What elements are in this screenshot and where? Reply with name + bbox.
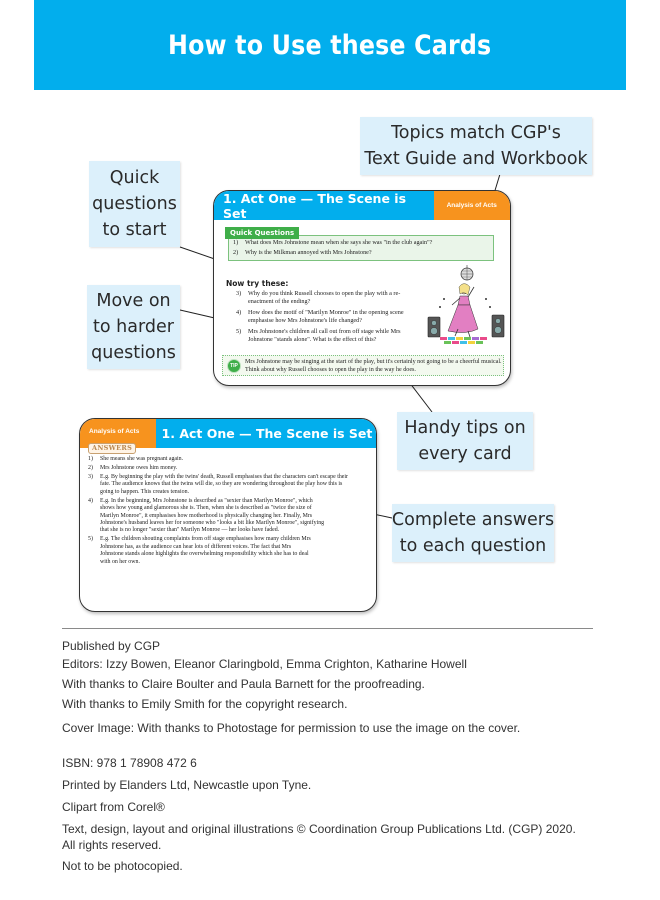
divider — [62, 628, 593, 629]
answer-item: 2) Mrs Johnstone owes him money. — [88, 465, 178, 471]
callout-harder-line-3: questions — [91, 343, 176, 363]
page-title: How to Use these Cards — [168, 29, 492, 61]
header-banner — [34, 0, 626, 90]
harder-question: 5) Mrs Johnstone's children all call out from off stage while Mrs Johnstone "stands alone". What is the effect of this? — [236, 327, 401, 344]
answers-list — [88, 456, 356, 568]
singer-illustration — [422, 265, 508, 353]
printed-by: Printed by Elanders Ltd, Newcastle upon Tyne. — [62, 778, 312, 792]
callout-tips-line-2: every card — [418, 444, 512, 464]
speaker-left-icon — [428, 317, 440, 337]
harder-questions-label: Now try these: — [226, 279, 289, 288]
isbn: ISBN: 978 1 78908 472 6 — [62, 756, 197, 770]
answers-badge: ANSWERS — [88, 443, 136, 454]
callout-tips — [397, 412, 533, 470]
harder-questions-list — [236, 290, 422, 344]
callout-answers-line-2: to each question — [399, 536, 547, 556]
front-card — [213, 190, 511, 386]
callout-answers-line-1: Complete answers — [391, 510, 555, 530]
callout-harder-line-2: to harder — [93, 317, 174, 337]
copyright-research-thanks: With thanks to Emily Smith for the copyright research. — [62, 697, 348, 711]
callout-tips-line-1: Handy tips on — [404, 418, 526, 438]
quick-questions-label: Quick Questions — [225, 227, 299, 239]
callout-quick-line-1: Quick — [109, 168, 160, 188]
quick-question: 1) What does Mrs Johnstone mean when she says she was "in the club again"? — [233, 239, 433, 246]
proofreading-thanks: With thanks to Claire Boulter and Paula Barnett for the proofreading. — [62, 677, 425, 691]
callout-quick-line-2: questions — [92, 194, 177, 214]
callout-harder-line-1: Move on — [96, 291, 171, 311]
clipart-credit: Clipart from Corel® — [62, 800, 165, 814]
back-card — [79, 418, 377, 612]
dance-floor-icon — [440, 337, 487, 344]
editors: Editors: Izzy Bowen, Eleanor Claringbold, Emma Crighton, Katharine Howell — [62, 657, 467, 671]
answer-item: 1) She means she was pregnant again. — [88, 456, 184, 462]
singer-figure-icon — [448, 284, 478, 338]
callout-quick-questions — [89, 161, 180, 247]
callout-topics — [360, 117, 592, 175]
cover-image-credit: Cover Image: With thanks to Photostage for permission to use the image on the cover. — [62, 721, 521, 735]
disco-ball-icon — [461, 265, 473, 280]
tip-icon: TIP — [227, 359, 241, 373]
answer-item: 4) E.g. In the beginning, Mrs Johnstone is described as "sexier than Marilyn Monroe", which shows how young and glamorous she is. Then, when she is described as "twice the size of Marilyn Monroe", it emphasises how motherhood is physically changing her. Finally, Mrs Johnstone's husband leaves her for someone who "looks a bit like Marilyn Monroe", signifying that she is no longer "sexier than" Marilyn Monroe — her looks have faded. — [88, 497, 325, 534]
callout-topics-line-2: Text Guide and Workbook — [364, 149, 588, 169]
callout-answers — [392, 504, 554, 562]
quick-question: 2) Why is the Milkman annoyed with Mrs Johnstone? — [233, 249, 372, 257]
rights-reserved: All rights reserved. — [62, 838, 162, 852]
front-card-tab: Analysis of Acts — [434, 191, 510, 220]
speaker-right-icon — [492, 315, 504, 337]
tip-box — [222, 355, 504, 376]
copyright-notice: Text, design, layout and original illustrations © Coordination Group Publications Ltd. (CGP) 2020. — [62, 822, 576, 836]
front-card-header — [214, 191, 510, 220]
callout-quick-line-3: to start — [102, 220, 167, 240]
callout-topics-line-1: Topics match CGP's — [391, 123, 561, 143]
published-by: Published by CGP — [62, 639, 161, 653]
callout-harder-questions — [87, 285, 180, 369]
harder-question: 4) How does the motif of "Marilyn Monroe" in the opening scene emphasise how Mrs Johnstone's life changed? — [236, 308, 404, 325]
answer-item: 5) E.g. The children shouting complaints from off stage emphasises how many children Mrs Johnstone has, as the audience can hear lots of different voices. The fact that Mrs Johnstone stands alone highlights the overwhelming responsibility which she has to deal with on her own. — [88, 536, 311, 565]
front-card-title: 1. Act One — The Scene is Set — [214, 191, 434, 220]
back-card-title: 1. Act One — The Scene is Set — [156, 419, 376, 448]
harder-question: 3) Why do you think Russell chooses to open the play with a re-enactment of the ending? — [236, 290, 401, 306]
no-photocopy-notice: Not to be photocopied. — [62, 859, 183, 873]
answer-item: 3) E.g. By beginning the play with the twins' death, Russell emphasises that the characters can't escape their fate. The audience knows that the twins will die, so they are wondering throughout the play how this is going to happen. This creates tension. — [88, 474, 348, 495]
tip-text: Mrs Johnstone may be singing at the start of the play, but it's certainly not going to be a cheerful musical. Think about why Russell chooses to open the play in the way he does. — [245, 358, 502, 373]
back-card-tab: Analysis of Acts — [80, 419, 156, 448]
